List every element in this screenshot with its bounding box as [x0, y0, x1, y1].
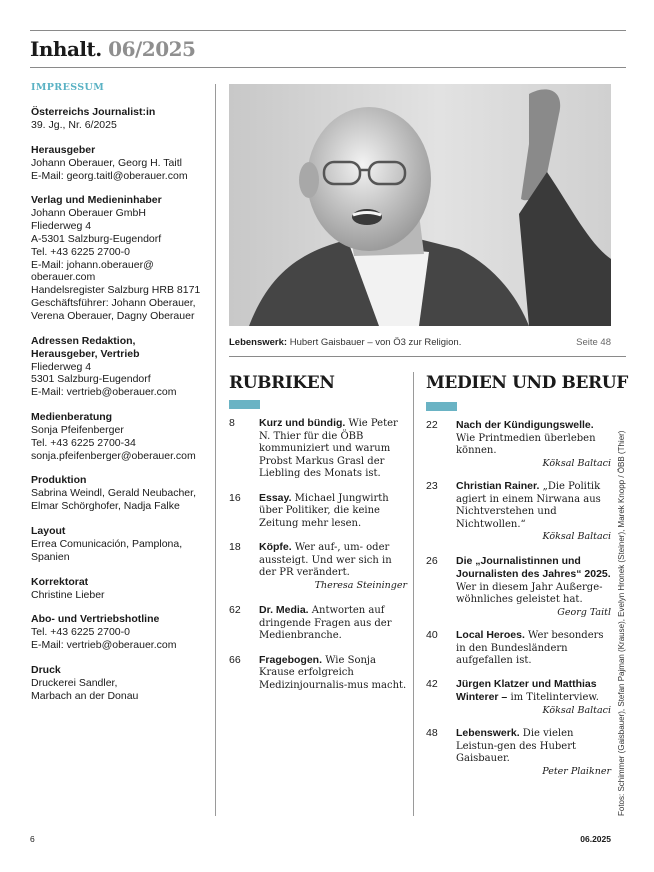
rubriken-list	[229, 417, 407, 692]
impressum-block-title: Druck	[31, 663, 61, 676]
toc-author: Peter Plaikner	[542, 765, 611, 777]
toc-description: Michael Jungwirth über Politiker, die keine Zeitung mehr lesen.	[259, 492, 389, 529]
section-accent-bar	[229, 400, 260, 409]
impressum-block	[31, 613, 211, 652]
section-title-rubriken: RUBRIKEN	[229, 373, 335, 393]
toc-entry	[426, 419, 611, 470]
toc-author: Georg Taitl	[557, 606, 611, 618]
toc-description: Die vielen Leistun-gen des Hubert Gaisbauer.	[456, 728, 577, 764]
impressum-block	[31, 474, 211, 513]
toc-entry	[229, 541, 407, 592]
photo-caption	[229, 337, 461, 348]
toc-text	[456, 727, 611, 766]
toc-author: Theresa Steininger	[314, 579, 407, 591]
toc-description: im Titelinterview.	[507, 692, 599, 703]
impressum-line: E-Mail: georg.taitl@oberauer.com	[31, 169, 188, 182]
impressum-block	[31, 525, 211, 564]
impressum-line: E-Mail: vertrieb@oberauer.com	[31, 639, 177, 652]
impressum-heading: IMPRESSUM	[31, 82, 105, 93]
toc-text	[456, 480, 611, 531]
impressum-line: E-Mail: johann.oberauer@	[31, 258, 154, 271]
toc-page-number: 26	[426, 554, 438, 567]
toc-description: Antworten auf dringende Fragen aus der Medienbranche.	[259, 605, 392, 641]
impressum-line: Johann Oberauer GmbH	[31, 207, 146, 220]
impressum-block-title: Herausgeber	[31, 143, 96, 156]
toc-text	[259, 541, 407, 580]
toc-lead: Essay.	[259, 491, 292, 504]
toc-text	[456, 678, 611, 705]
toc-page-number: 66	[229, 653, 241, 666]
impressum-block	[31, 576, 211, 602]
toc-author: Köksal Baltaci	[542, 457, 611, 469]
impressum-line: Tel. +43 6225 2700-34	[31, 436, 136, 449]
toc-entry	[229, 654, 407, 693]
impressum-line: Sabrina Weindl, Gerald Neubacher,	[31, 487, 196, 500]
impressum-block-title: Herausgeber, Vertrieb	[31, 347, 140, 360]
toc-entry	[426, 555, 611, 620]
impressum-block	[31, 411, 211, 462]
toc-text	[456, 629, 611, 668]
medien-und-beruf-list	[426, 419, 611, 778]
impressum-block-title: Verlag und Medieninhaber	[31, 194, 162, 207]
impressum-line: 39. Jg., Nr. 6/2025	[31, 119, 117, 131]
toc-entry	[229, 604, 407, 643]
toc-description: Wie Sonja Krause erfolgreich Medizinjournalis-mus macht.	[259, 654, 407, 691]
impressum-block-title: Österreichs Journalist:in	[31, 106, 156, 118]
impressum-line: Errea Comunicación, Pamplona,	[31, 537, 183, 550]
section-title-medien-und-beruf: MEDIEN UND BERUF	[426, 373, 628, 393]
impressum-line: Christine Lieber	[31, 588, 105, 601]
footer-page-number: 6	[30, 834, 35, 844]
impressum-line: Elmar Schörghofer, Nadja Falke	[31, 500, 180, 513]
toc-description: Wie Peter N. Thier für die ÖBB kommuniziert und warum Probst Markus Grasl der Liebling des Monats ist.	[259, 418, 398, 479]
impressum-line: Fliederweg 4	[31, 220, 92, 233]
toc-entry	[426, 629, 611, 668]
impressum-block-title: Medienberatung	[31, 410, 113, 423]
impressum-line: sonja.pfeifenberger@oberauer.com	[31, 449, 196, 462]
header-rule	[30, 67, 626, 68]
title-label: Inhalt.	[30, 37, 102, 61]
toc-page-number: 48	[426, 727, 438, 739]
caption-rule	[229, 356, 626, 357]
toc-lead: Die „Journalistinnen und Journalisten des Jahres“ 2025.	[456, 554, 611, 580]
issue-label: 06/2025	[108, 37, 196, 61]
toc-page-number: 62	[229, 604, 241, 616]
impressum-block-title: Layout	[31, 524, 66, 537]
toc-page-number: 22	[426, 419, 438, 431]
toc-lead: Köpfe.	[259, 541, 292, 553]
column-divider	[413, 372, 414, 816]
impressum-block-title: Produktion	[31, 474, 87, 487]
impressum-block	[31, 194, 211, 322]
impressum-block-title: Korrektorat	[31, 575, 89, 588]
toc-entry	[426, 678, 611, 718]
toc-page-number: 16	[229, 491, 241, 504]
toc-lead: Jürgen Klatzer und Matthias Winterer –	[456, 677, 597, 703]
toc-description: Wer in diesem Jahr Außerge-wöhnliches geleistet hat.	[456, 581, 603, 605]
toc-author: Köksal Baltaci	[542, 704, 611, 716]
toc-description: Wer auf-, um- oder aussteigt. Und wer sich in der PR verändert.	[259, 542, 392, 578]
impressum-line: Tel. +43 6225 2700-0	[31, 626, 130, 639]
toc-lead: Kurz und bündig.	[259, 417, 346, 429]
impressum-line: Spanien	[31, 550, 70, 563]
cover-photo	[229, 84, 611, 326]
impressum-line: Tel. +43 6225 2700-0	[31, 245, 130, 258]
impressum-block-title: Adressen Redaktion,	[31, 334, 136, 347]
column-divider	[215, 84, 216, 816]
impressum-line: E-Mail: vertrieb@oberauer.com	[31, 386, 177, 399]
impressum-block-title: Abo- und Vertriebshotline	[31, 613, 160, 626]
section-accent-bar	[426, 402, 457, 411]
impressum-line: A-5301 Salzburg-Eugendorf	[31, 232, 162, 245]
photo-page-reference: Seite 48	[576, 337, 611, 348]
portrait-photo-illustration	[229, 84, 611, 326]
toc-text	[259, 492, 407, 531]
impressum-block	[31, 106, 211, 132]
impressum-line: Handelsregister Salzburg HRB 8171	[31, 284, 201, 297]
footer-issue: 06.2025	[580, 834, 611, 844]
toc-text	[456, 419, 611, 458]
impressum-line: Marbach an der Donau	[31, 689, 139, 702]
toc-page-number: 40	[426, 629, 438, 641]
photo-credits: Fotos: Schimmer (Gaisbauer), Stefan Pajman (Krause), Evelyn Hronek (Steiner), Marek Knopp / ÖBB (Thier)	[617, 430, 626, 816]
impressum-line: Johann Oberauer, Georg H. Taitl	[31, 156, 182, 169]
toc-entry	[426, 480, 611, 544]
toc-lead: Christian Rainer.	[456, 480, 540, 492]
toc-description: „Die Politik agiert in einem Nirwana aus Nichtverstehen und Nichtwollen.“	[456, 481, 601, 530]
impressum-list	[31, 106, 211, 715]
toc-entry	[426, 727, 611, 778]
impressum-line: Geschäftsführer: Johann Oberauer,	[31, 296, 196, 309]
page-title	[30, 37, 195, 61]
toc-text	[259, 604, 407, 643]
impressum-block	[31, 664, 211, 703]
impressum-line: Druckerei Sandler,	[31, 676, 118, 689]
toc-lead: Nach der Kündigungswelle.	[456, 419, 594, 431]
caption-label: Lebenswerk:	[229, 337, 288, 348]
toc-page-number: 42	[426, 677, 438, 690]
toc-text	[456, 555, 611, 607]
toc-page-number: 23	[426, 480, 438, 492]
impressum-block	[31, 144, 211, 183]
impressum-line: 5301 Salzburg-Eugendorf	[31, 373, 151, 386]
impressum-block	[31, 335, 211, 399]
impressum-line: oberauer.com	[31, 271, 96, 284]
toc-entry	[229, 417, 407, 481]
toc-entry	[229, 492, 407, 531]
toc-page-number: 18	[229, 541, 241, 553]
toc-lead: Fragebogen.	[259, 653, 323, 666]
impressum-line: Fliederweg 4	[31, 360, 92, 373]
toc-lead: Lebenswerk.	[456, 727, 520, 739]
toc-text	[259, 417, 407, 481]
impressum-line: Verena Oberauer, Dagny Oberauer	[31, 309, 195, 322]
top-rule	[30, 30, 626, 31]
caption-text: Hubert Gaisbauer – von Ö3 zur Religion.	[287, 337, 462, 348]
impressum-line: Sonja Pfeifenberger	[31, 423, 124, 436]
toc-description: Wie Printmedien überleben können.	[456, 432, 596, 456]
toc-lead: Local Heroes.	[456, 629, 525, 641]
toc-lead: Dr. Media.	[259, 604, 309, 616]
toc-text	[259, 654, 407, 693]
toc-author: Köksal Baltaci	[542, 531, 611, 542]
toc-description: Wer besonders in den Bundesländern aufgefallen ist.	[456, 630, 604, 666]
toc-page-number: 8	[229, 417, 235, 429]
